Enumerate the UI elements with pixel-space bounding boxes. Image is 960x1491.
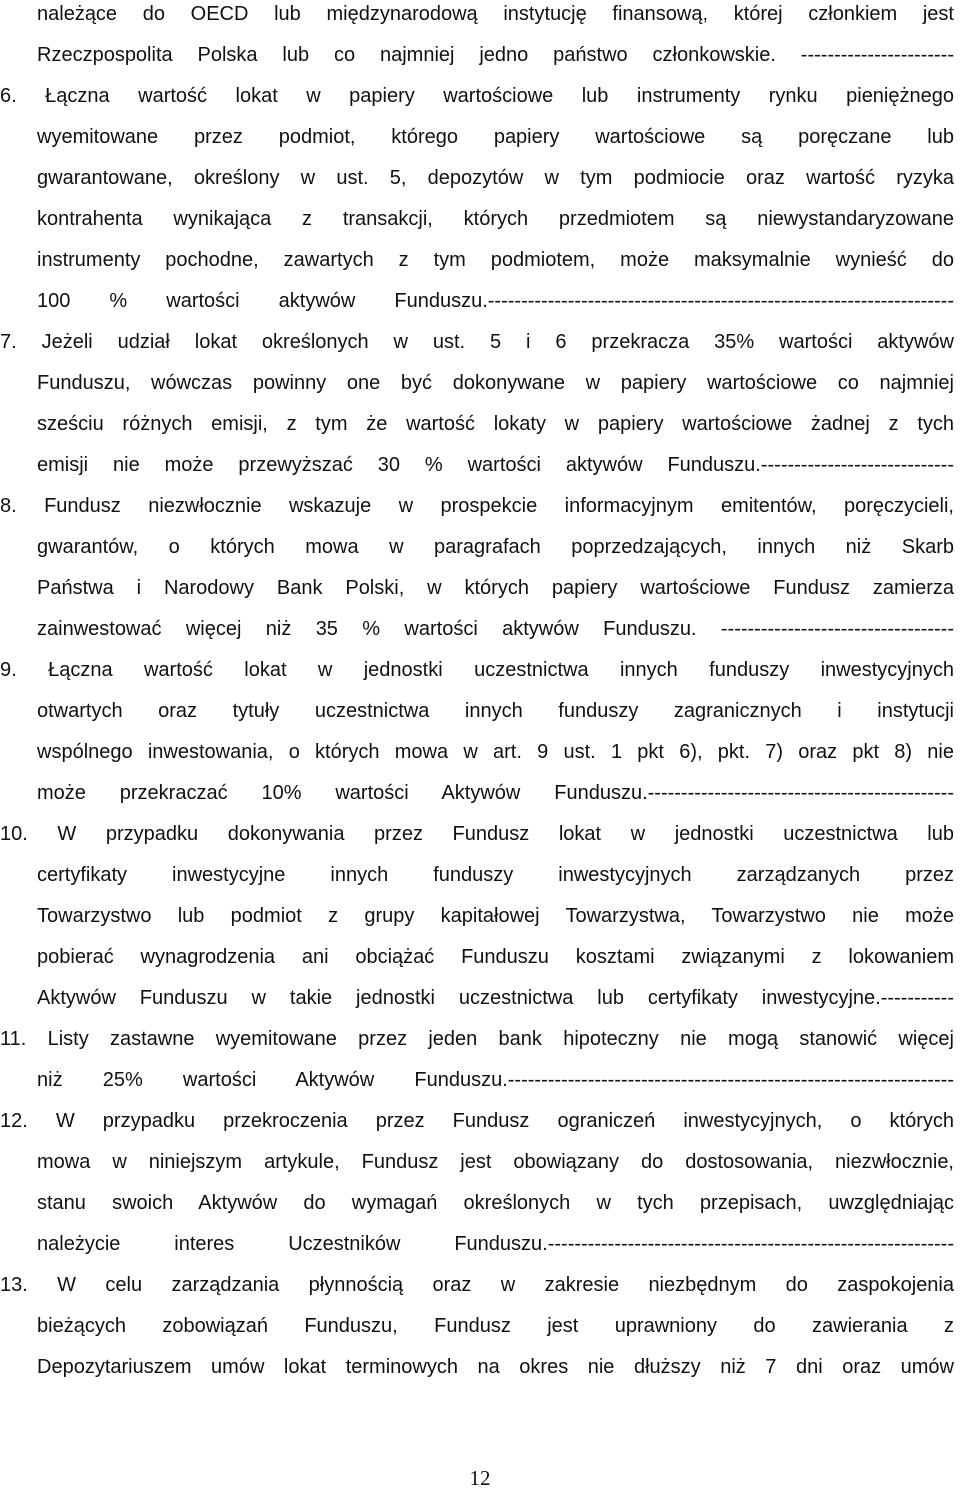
numbered-paragraph-line: 9. Łączna wartość lokat w jednostki uczestnictwa innych funduszy inwestycyjnych (0, 659, 954, 681)
paragraph-line: certyfikaty inwestycyjne innych funduszy inwestycyjnych zarządzanych przez (37, 864, 954, 886)
paragraph-line: instrumenty pochodne, zawartych z tym podmiotem, może maksymalnie wynieść do (37, 249, 954, 271)
numbered-paragraph-line: 11. Listy zastawne wyemitowane przez jeden bank hipoteczny nie mogą stanowić więcej (0, 1028, 954, 1050)
paragraph-line: należące do OECD lub międzynarodową instytucję finansową, której członkiem jest (37, 3, 954, 25)
paragraph-line: 100 % wartości aktywów Funduszu.---------------------------------------------------------------------- (37, 290, 954, 312)
paragraph-line: należycie interes Uczestników Funduszu.------------------------------------------------------------- (37, 1233, 954, 1255)
paragraph-line: może przekraczać 10% wartości Aktywów Funduszu.---------------------------------------------- (37, 782, 954, 804)
paragraph-line: Aktywów Funduszu w takie jednostki uczestnictwa lub certyfikaty inwestycyjne.----------- (37, 987, 954, 1009)
paragraph-line: otwartych oraz tytuły uczestnictwa innych funduszy zagranicznych i instytucji (37, 700, 954, 722)
paragraph-line: Państwa i Narodowy Bank Polski, w których papiery wartościowe Fundusz zamierza (37, 577, 954, 599)
paragraph-line: pobierać wynagrodzenia ani obciążać Funduszu kosztami związanymi z lokowaniem (37, 946, 954, 968)
paragraph-line: Depozytariuszem umów lokat terminowych na okres nie dłuższy niż 7 dni oraz umów (37, 1356, 954, 1378)
paragraph-line: zainwestować więcej niż 35 % wartości aktywów Funduszu. ----------------------------------- (37, 618, 954, 640)
paragraph-line: Towarzystwo lub podmiot z grupy kapitałowej Towarzystwa, Towarzystwo nie może (37, 905, 954, 927)
paragraph-line: gwarantowane, określony w ust. 5, depozytów w tym podmiocie oraz wartość ryzyka (37, 167, 954, 189)
paragraph-line: Rzeczpospolita Polska lub co najmniej jedno państwo członkowskie. ----------------------- (37, 44, 954, 66)
numbered-paragraph-line: 12. W przypadku przekroczenia przez Fundusz ograniczeń inwestycyjnych, o których (0, 1110, 954, 1132)
paragraph-line: kontrahenta wynikająca z transakcji, których przedmiotem są niewystandaryzowane (37, 208, 954, 230)
paragraph-line: wyemitowane przez podmiot, którego papiery wartościowe są poręczane lub (37, 126, 954, 148)
paragraph-line: niż 25% wartości Aktywów Funduszu.------------------------------------------------------------------- (37, 1069, 954, 1091)
paragraph-line: sześciu różnych emisji, z tym że wartość lokaty w papiery wartościowe żadnej z tych (37, 413, 954, 435)
numbered-paragraph-line: 10. W przypadku dokonywania przez Fundusz lokat w jednostki uczestnictwa lub (0, 823, 954, 845)
numbered-paragraph-line: 7. Jeżeli udział lokat określonych w ust. 5 i 6 przekracza 35% wartości aktywów (0, 331, 954, 353)
paragraph-line: bieżących zobowiązań Funduszu, Fundusz jest uprawniony do zawierania z (37, 1315, 954, 1337)
numbered-paragraph-line: 6. Łączna wartość lokat w papiery wartościowe lub instrumenty rynku pieniężnego (0, 85, 954, 107)
page-number: 12 (469, 1466, 491, 1490)
numbered-paragraph-line: 8. Fundusz niezwłocznie wskazuje w prospekcie informacyjnym emitentów, poręczycieli, (0, 495, 954, 517)
paragraph-line: emisji nie może przewyższać 30 % wartości aktywów Funduszu.----------------------------- (37, 454, 954, 476)
paragraph-line: gwarantów, o których mowa w paragrafach poprzedzających, innych niż Skarb (37, 536, 954, 558)
numbered-paragraph-line: 13. W celu zarządzania płynnością oraz w zakresie niezbędnym do zaspokojenia (0, 1274, 954, 1296)
paragraph-line: stanu swoich Aktywów do wymagań określonych w tych przepisach, uwzględniając (37, 1192, 954, 1214)
paragraph-line: Funduszu, wówczas powinny one być dokonywane w papiery wartościowe co najmniej (37, 372, 954, 394)
paragraph-line: mowa w niniejszym artykule, Fundusz jest obowiązany do dostosowania, niezwłocznie, (37, 1151, 954, 1173)
paragraph-line: wspólnego inwestowania, o których mowa w art. 9 ust. 1 pkt 6), pkt. 7) oraz pkt 8) nie (37, 741, 954, 763)
